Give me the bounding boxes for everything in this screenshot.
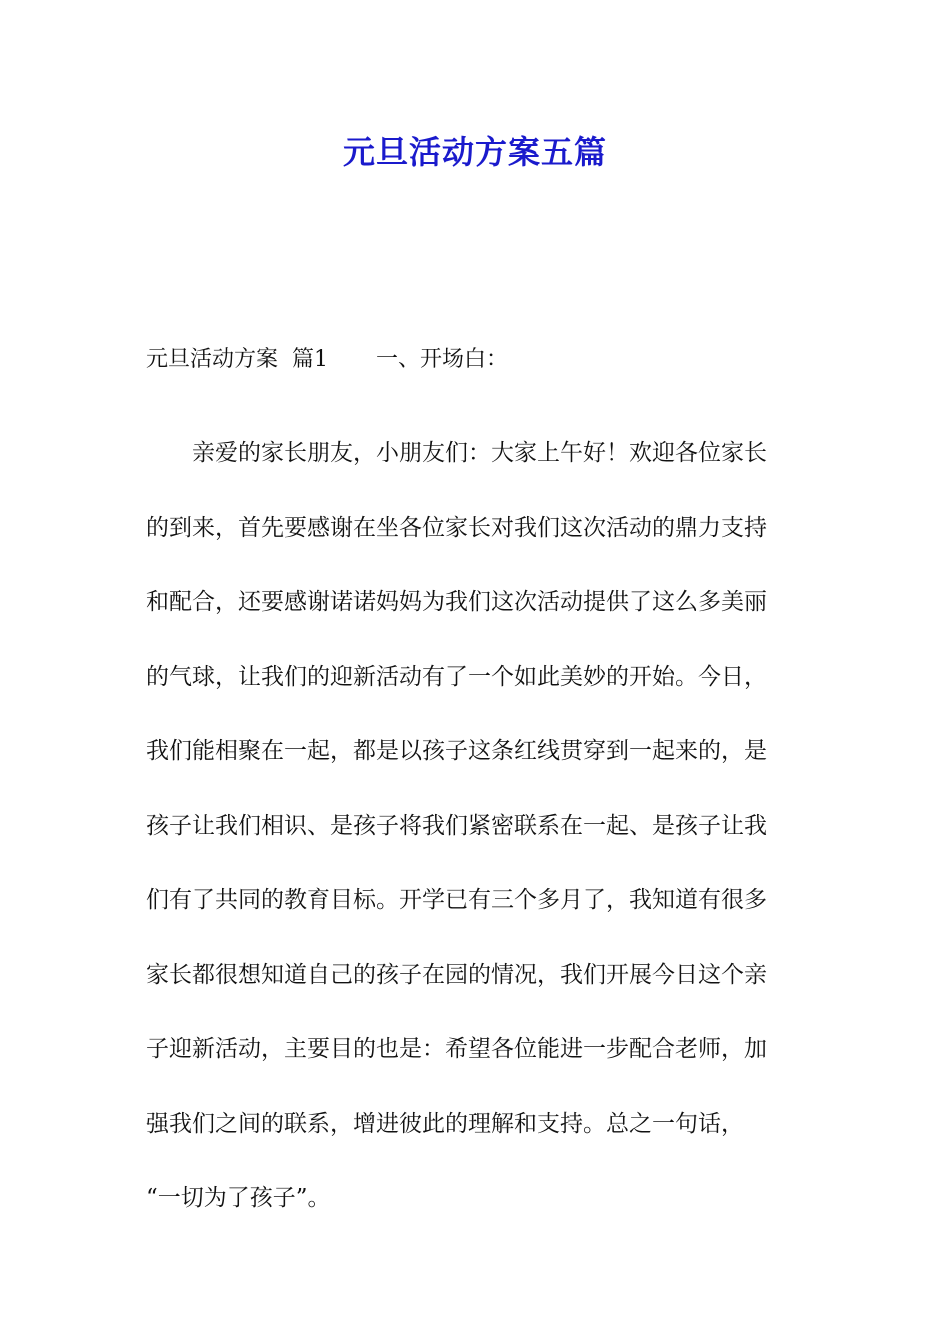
paragraph-line: 孩子让我们相识、是孩子将我们紧密联系在一起、是孩子让我 [146, 812, 767, 839]
paragraph-line: 和配合，还要感谢诺诺妈妈为我们这次活动提供了这么多美丽 [146, 589, 767, 615]
paragraph-line: 亲爱的家长朋友，小朋友们：大家上午好！欢迎各位家长 [146, 440, 767, 466]
paragraph-line: 家长都很想知道自己的孩子在园的情况，我们开展今日这个亲 [146, 961, 767, 988]
paragraph-line: “一切为了孩子”。 [146, 1185, 331, 1211]
paragraph-line: 的气球，让我们的迎新活动有了一个如此美妙的开始。今日， [146, 663, 767, 690]
section-label: 元旦活动方案 篇1 [146, 347, 328, 372]
paragraph-line: 们有了共同的教育目标。开学已有三个多月了，我知道有很多 [146, 887, 767, 913]
paragraph-line: 强我们之间的联系，增进彼此的理解和支持。总之一句话， [146, 1110, 744, 1137]
paragraph-line: 我们能相聚在一起，都是以孩子这条红线贯穿到一起来的，是 [146, 738, 767, 764]
paragraph-line: 的到来，首先要感谢在坐各位家长对我们这次活动的鼎力支持 [146, 514, 767, 541]
paragraph-line: 子迎新活动，主要目的也是：希望各位能进一步配合老师，加 [146, 1036, 767, 1062]
opening-paragraph [146, 416, 806, 1236]
section-heading: 一、开场白： [375, 347, 508, 372]
document-title: 元旦活动方案五篇 [342, 133, 607, 171]
section-heading-line [146, 342, 508, 378]
